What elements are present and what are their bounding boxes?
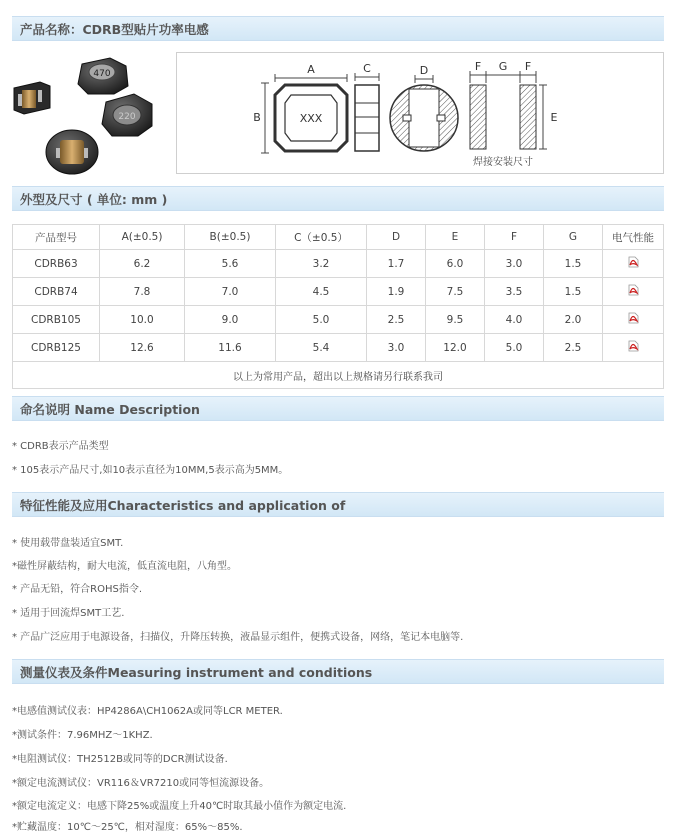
side-view: [355, 62, 379, 151]
pdf-icon[interactable]: [628, 256, 639, 268]
pdf-icon[interactable]: [628, 340, 639, 352]
pad-layout: [470, 60, 558, 168]
header-cell: G: [544, 225, 603, 250]
dimensions-title: 外型及尺寸 ( 单位: mm ): [20, 192, 168, 207]
header-cell: 电气性能: [603, 225, 664, 250]
table-cell: 9.0: [185, 306, 276, 334]
header-cell: B(±0.5): [185, 225, 276, 250]
table-cell: 1.5: [544, 278, 603, 306]
inductor-chip-2: [14, 82, 50, 114]
bottom-view: [390, 64, 458, 151]
table-row: [13, 334, 664, 362]
table-cell: 5.0: [485, 334, 544, 362]
table-cell: 6.2: [100, 250, 185, 278]
svg-text:E: E: [550, 111, 558, 124]
table-cell: 2.0: [544, 306, 603, 334]
measuring-title-bar: [12, 659, 664, 684]
svg-text:D: D: [419, 64, 429, 77]
list-item: * 产品无铅，符合ROHS指令.: [12, 584, 143, 595]
pdf-link[interactable]: [603, 334, 664, 362]
marking-text: XXX: [299, 112, 323, 125]
chip-marking-2: 220: [118, 112, 136, 122]
table-cell: 1.5: [544, 250, 603, 278]
pad-caption: 焊接安装尺寸: [473, 157, 533, 168]
table-cell: 7.8: [100, 278, 185, 306]
product-title-bar: [12, 16, 664, 41]
dimensions-table: [12, 224, 664, 389]
table-row: [13, 306, 664, 334]
table-cell: 9.5: [426, 306, 485, 334]
table-cell: 5.6: [185, 250, 276, 278]
table-cell: 1.9: [367, 278, 426, 306]
table-row: [13, 278, 664, 306]
table-cell: 4.5: [276, 278, 367, 306]
list-item: *电感值测试仪表：HP4286A\CH1062A或同等LCR METER.: [12, 706, 283, 717]
characteristics-title: 特征性能及应用Characteristics and application of: [20, 498, 346, 513]
header-cell: C（±0.5）: [276, 225, 367, 250]
naming-title-bar: [12, 396, 664, 421]
header-cell: F: [485, 225, 544, 250]
inductor-chip-1: [78, 58, 128, 94]
dimensions-title-bar: [12, 186, 664, 211]
header-cell: D: [367, 225, 426, 250]
svg-text:F: F: [474, 60, 482, 73]
list-item: *测试条件：7.96MHZ～1KHZ.: [12, 730, 153, 741]
table-header-row: [13, 225, 664, 250]
dimension-drawing: [176, 52, 664, 174]
product-title: 产品名称：CDRB型贴片功率电感: [20, 22, 209, 37]
list-item: *额定电流定义：电感下降25%或温度上升40℃时取其最小值作为额定电流.: [12, 801, 347, 812]
front-view: [253, 63, 347, 153]
table-note: 以上为常用产品，超出以上规格请另行联系我司: [13, 362, 664, 389]
pdf-link[interactable]: [603, 250, 664, 278]
table-cell: 4.0: [485, 306, 544, 334]
table-cell: 3.0: [367, 334, 426, 362]
table-cell: CDRB74: [13, 278, 100, 306]
table-cell: 3.5: [485, 278, 544, 306]
table-cell: 5.0: [276, 306, 367, 334]
table-cell: CDRB125: [13, 334, 100, 362]
header-cell: E: [426, 225, 485, 250]
table-cell: 1.7: [367, 250, 426, 278]
table-cell: CDRB63: [13, 250, 100, 278]
table-cell: 12.0: [426, 334, 485, 362]
svg-text:A: A: [307, 63, 315, 76]
list-item: *电阻测试仪：TH2512B或同等的DCR测试设备.: [12, 754, 228, 765]
table-cell: 12.6: [100, 334, 185, 362]
list-item: * 适用于回流焊SMT工艺.: [12, 608, 125, 619]
list-item: * 105表示产品尺寸,如10表示直径为10MM,5表示高为5MM。: [12, 465, 289, 476]
header-cell: A(±0.5): [100, 225, 185, 250]
table-cell: CDRB105: [13, 306, 100, 334]
product-photo: [10, 52, 170, 178]
list-item: * 产品广泛应用于电源设备，扫描仪，升降压转换，液晶显示组件，便携式设备，网络，笔记本电脑等.: [12, 632, 464, 643]
inductor-chip-3: [102, 94, 152, 136]
table-note-row: [13, 362, 664, 389]
table-cell: 7.0: [185, 278, 276, 306]
list-item: *磁性屏蔽结构，耐大电流，低直流电阻，八角型。: [12, 561, 237, 572]
table-cell: 3.2: [276, 250, 367, 278]
naming-title: 命名说明 Name Description: [20, 402, 200, 417]
pdf-link[interactable]: [603, 278, 664, 306]
svg-text:C: C: [363, 62, 371, 75]
table-cell: 2.5: [544, 334, 603, 362]
table-cell: 3.0: [485, 250, 544, 278]
pdf-icon[interactable]: [628, 312, 639, 324]
table-cell: 11.6: [185, 334, 276, 362]
table-cell: 5.4: [276, 334, 367, 362]
table-cell: 7.5: [426, 278, 485, 306]
pdf-icon[interactable]: [628, 284, 639, 296]
list-item: *额定电流测试仪：VR116＆VR7210或同等恒流源设备。: [12, 778, 270, 789]
list-item: * CDRB表示产品类型: [12, 441, 109, 452]
measuring-title: 测量仪表及条件Measuring instrument and conditions: [20, 665, 373, 680]
svg-text:B: B: [253, 111, 261, 124]
list-item: *贮藏温度：10℃～25℃，相对湿度：65%～85%.: [12, 822, 243, 833]
svg-text:G: G: [498, 60, 508, 73]
table-row: [13, 250, 664, 278]
inductor-chip-4: [46, 130, 98, 174]
header-cell: 产品型号: [13, 225, 100, 250]
table-cell: 10.0: [100, 306, 185, 334]
pdf-link[interactable]: [603, 306, 664, 334]
svg-text:F: F: [524, 60, 532, 73]
table-cell: 2.5: [367, 306, 426, 334]
list-item: * 使用载带盘装适宜SMT.: [12, 538, 124, 549]
chip-marking-1: 470: [93, 69, 111, 79]
characteristics-title-bar: [12, 492, 664, 517]
table-cell: 6.0: [426, 250, 485, 278]
